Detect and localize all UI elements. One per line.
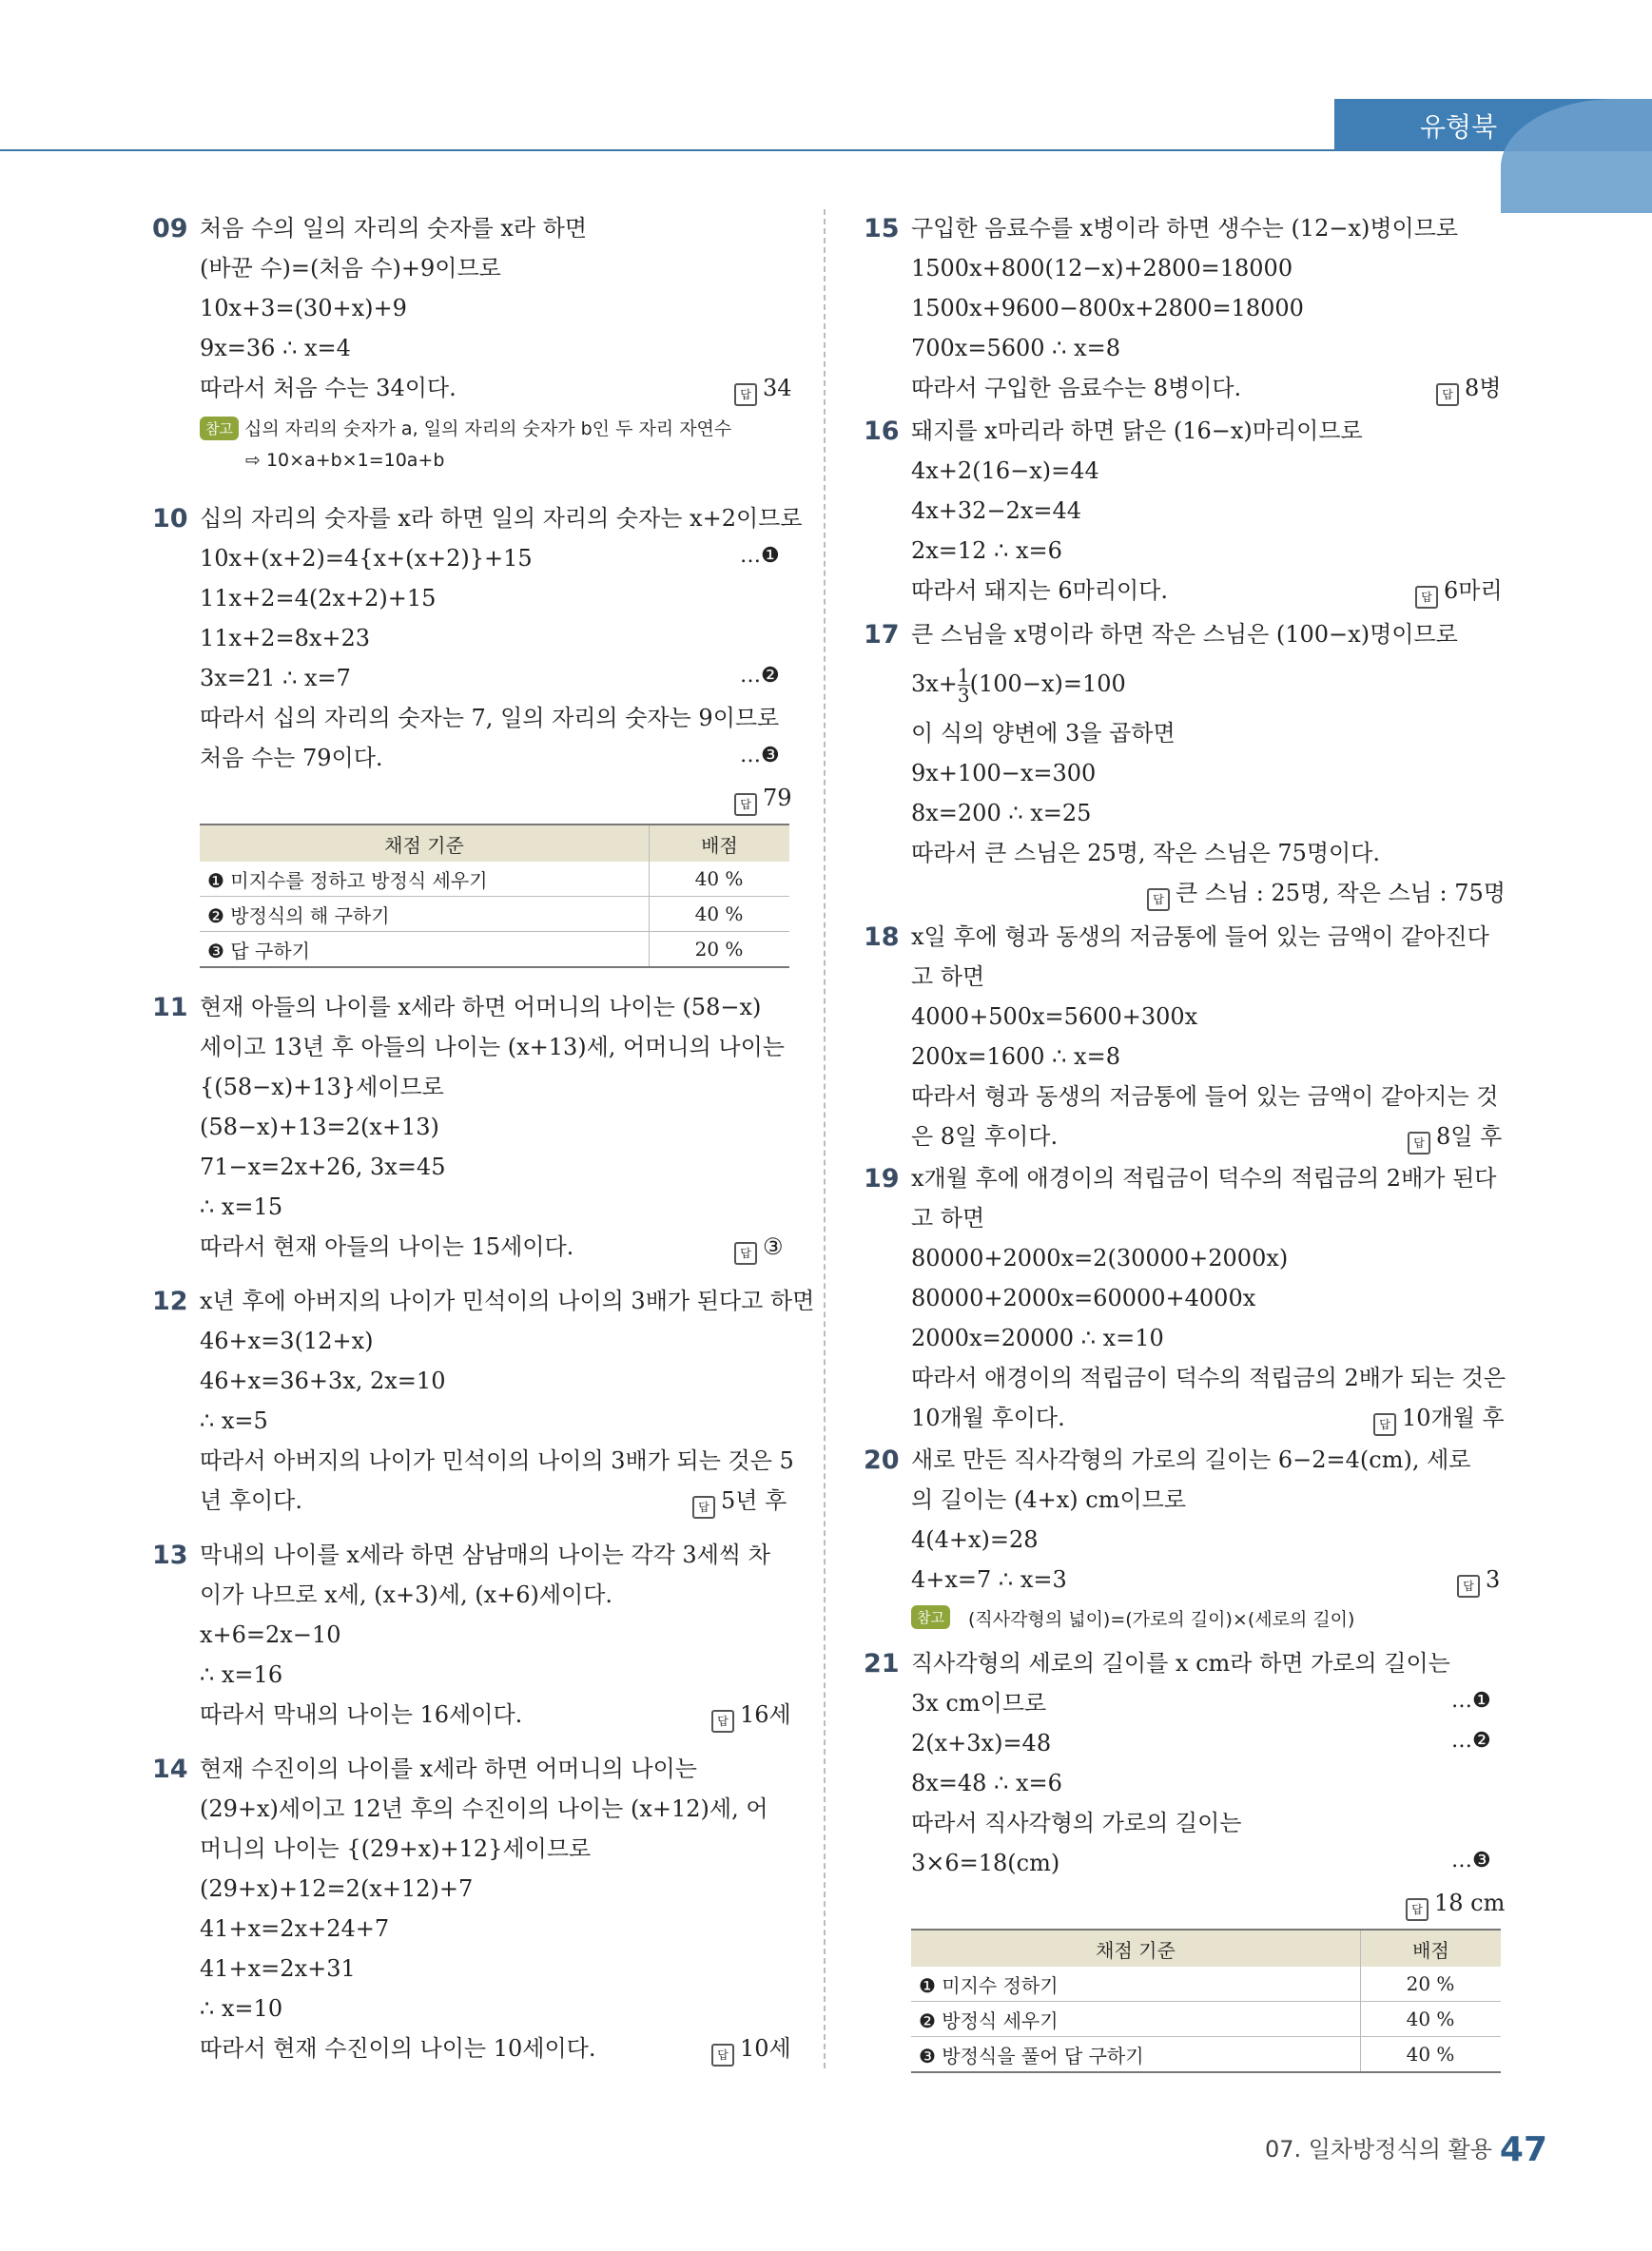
solution-line: x+6=2x−10 [200,1621,341,1648]
step-marker: …❷ [1451,1729,1491,1753]
solution-line: 따라서 아버지의 나이가 민석이의 나이의 3배가 되는 것은 5 [200,1447,794,1474]
solution-line: 이 식의 양변에 3을 곱하면 [911,720,1176,747]
problem-number: 16 [864,417,900,446]
answer: 답 5년 후 [692,1486,787,1519]
problem-number: 13 [152,1541,188,1570]
answer-icon: 답 [1408,1132,1430,1155]
answer: 답 10개월 후 [1373,1404,1505,1436]
table-row: ❷ 방정식의 해 구하기 40 % [200,897,789,932]
answer-icon: 답 [692,1496,715,1519]
solution-line: 은 8일 후이다. [911,1123,1059,1150]
answer: 답 8병 [1436,374,1501,406]
solution-line: 8x=200 ∴ x=25 [911,800,1092,826]
solution-line: 고 하면 [911,1205,985,1232]
solution-line: 따라서 애경이의 적립금이 덕수의 적립금의 2배가 되는 것은 [911,1365,1506,1391]
solution-line: 2000x=20000 ∴ x=10 [911,1325,1164,1351]
solution-line: 따라서 돼지는 6마리이다. [911,577,1168,604]
table-row: ❶ 미지수를 정하고 방정식 세우기 40 % [200,862,789,897]
solution-line: 구입한 음료수를 x병이라 하면 생수는 (12−x)병이므로 [911,215,1459,242]
table-header: 채점 기준 [200,825,650,862]
solution-line: ∴ x=10 [200,1995,283,2022]
solution-line: 고 하면 [911,963,985,990]
solution-line: 따라서 현재 아들의 나이는 15세이다. [200,1233,574,1260]
step-marker: …❶ [740,544,780,568]
solution-line: 따라서 십의 자리의 숫자는 7, 일의 자리의 숫자는 9이므로 [200,705,780,731]
solution-line: 41+x=2x+24+7 [200,1915,390,1942]
problem-number: 17 [864,620,900,650]
solution-line: {(58−x)+13}세이므로 [200,1074,444,1100]
section-tab [1334,99,1652,150]
solution-line: x일 후에 형과 동생의 저금통에 들어 있는 금액이 같아진다 [911,923,1489,950]
problem-number: 10 [152,504,188,534]
problem-number: 20 [864,1446,900,1475]
step-marker: …❸ [740,744,780,767]
table-row: ❸ 답 구하기 20 % [200,932,789,968]
solution-line: 4000+500x=5600+300x [911,1003,1198,1030]
answer: 답 16세 [711,1700,791,1733]
solution-line: 1500x+9600−800x+2800=18000 [911,295,1304,321]
answer: 답 8일 후 [1408,1122,1502,1155]
solution-line: 4x+32−2x=44 [911,497,1082,524]
table-row: ❷ 방정식 세우기 40 % [911,2002,1501,2037]
table-header: 채점 기준 [911,1930,1361,1967]
solution-line: 2x=12 ∴ x=6 [911,537,1062,564]
solution-line: 71−x=2x+26, 3x=45 [200,1154,446,1180]
answer-icon: 답 [1406,1898,1428,1921]
solution-line: 41+x=2x+31 [200,1955,356,1982]
solution-line: 2(x+3x)=48 [911,1730,1052,1756]
answer: 답 6마리 [1415,576,1503,609]
solution-line: 세이고 13년 후 아들의 나이는 (x+13)세, 어머니의 나이는 [200,1034,785,1060]
page-number: 47 [1499,2130,1548,2169]
note-badge: 참고 [200,417,239,440]
solution-line: 이가 나므로 x세, (x+3)세, (x+6)세이다. [200,1582,613,1608]
problem-number: 18 [864,922,900,952]
answer-icon: 답 [734,1242,757,1265]
solution-line: 현재 수진이의 나이를 x세라 하면 어머니의 나이는 [200,1756,697,1782]
table-row: ❸ 방정식을 풀어 답 구하기 40 % [911,2037,1501,2073]
problem-number: 15 [864,214,900,243]
solution-line: 따라서 큰 스님은 25명, 작은 스님은 75명이다. [911,840,1381,866]
step-marker: …❶ [1451,1689,1491,1713]
solution-line: x년 후에 아버지의 나이가 민석이의 나이의 3배가 된다고 하면 [200,1288,815,1314]
answer-icon: 답 [711,2044,734,2067]
solution-line: ∴ x=15 [200,1193,283,1220]
chapter-title: 07. 일차방정식의 활용 [1265,2136,1492,2163]
solution-line: 10개월 후이다. [911,1405,1065,1431]
solution-line: (29+x)+12=2(x+12)+7 [200,1875,474,1902]
solution-line: (바꾼 수)=(처음 수)+9이므로 [200,255,501,281]
solution-line: 3x=21 ∴ x=7 [200,665,351,691]
section-tab-label: 유형북 [1420,111,1498,143]
solution-line: 따라서 현재 수진이의 나이는 10세이다. [200,2035,596,2062]
reference-note: 참고 (직사각형의 넓이)=(가로의 길이)×(세로의 길이) [911,1605,1354,1631]
solution-line: 큰 스님을 x명이라 하면 작은 스님은 (100−x)명이므로 [911,621,1458,648]
tab-decoration [1501,99,1652,213]
solution-line: 처음 수는 79이다. [200,745,383,771]
note-badge: 참고 [911,1605,950,1629]
solution-line: 현재 아들의 나이를 x세라 하면 어머니의 나이는 (58−x) [200,994,762,1020]
solution-line: 따라서 구입한 음료수는 8병이다. [911,375,1242,401]
reference-note-formula: ⇨ 10×a+b×1=10a+b [245,450,445,471]
answer-icon: 답 [1457,1575,1480,1598]
solution-line: 10x+(x+2)=4{x+(x+2)}+15 [200,545,533,572]
answer: 답 10세 [711,2034,791,2067]
answer-icon: 답 [1415,586,1438,609]
solution-line: 막내의 나이를 x세라 하면 삼남매의 나이는 각각 3세씩 차 [200,1542,770,1568]
solution-line: 머니의 나이는 {(29+x)+12}세이므로 [200,1835,592,1862]
answer-icon: 답 [734,383,757,406]
solution-line: 80000+2000x=2(30000+2000x) [911,1245,1289,1271]
solution-line: 3×6=18(cm) [911,1850,1060,1876]
problem-number: 14 [152,1755,188,1784]
solution-line: 3x cm이므로 [911,1690,1047,1717]
solution-line: 의 길이는 (4+x) cm이므로 [911,1486,1187,1513]
table-row: ❶ 미지수 정하기 20 % [911,1967,1501,2002]
solution-line: 따라서 막내의 나이는 16세이다. [200,1701,523,1728]
solution-line: ∴ x=16 [200,1661,283,1688]
solution-line: 4+x=7 ∴ x=3 [911,1566,1067,1593]
answer: 답 34 [734,374,792,406]
solution-line: 80000+2000x=60000+4000x [911,1285,1256,1311]
solution-line: 직사각형의 세로의 길이를 x cm라 하면 가로의 길이는 [911,1650,1450,1677]
page-footer [1265,2130,1547,2169]
answer: 답 18 cm [1406,1889,1505,1921]
answer-icon: 답 [1373,1413,1396,1436]
answer: 답 79 [734,784,792,816]
problem-number: 11 [152,993,188,1022]
answer-icon: 답 [734,793,757,816]
solution-line: 3x+ $\frac{1}{3}$ (100−x)=100 [911,664,1126,707]
solution-line: 200x=1600 ∴ x=8 [911,1043,1120,1070]
solution-line: 10x+3=(30+x)+9 [200,295,407,321]
answer-icon: 답 [1147,888,1170,911]
solution-line: 8x=48 ∴ x=6 [911,1770,1062,1796]
grading-table [200,824,789,968]
solution-line: 4x+2(16−x)=44 [911,457,1099,484]
answer-icon: 답 [711,1710,734,1733]
problem-number: 09 [152,214,188,243]
table-header: 배점 [1361,1930,1502,1967]
solution-line: 46+x=36+3x, 2x=10 [200,1368,446,1394]
answer: 답 ③ [734,1232,784,1265]
solution-line: (29+x)세이고 12년 후의 수진이의 나이는 (x+12)세, 어 [200,1795,768,1822]
reference-note: 참고 십의 자리의 숫자가 a, 일의 자리의 숫자가 b인 두 자리 자연수 [200,415,731,440]
solution-line: 년 후이다. [200,1487,302,1514]
solution-line: 9x+100−x=300 [911,760,1097,786]
problem-number: 12 [152,1287,188,1316]
solution-line: 11x+2=4(2x+2)+15 [200,585,437,611]
solution-line: 처음 수의 일의 자리의 숫자를 x라 하면 [200,215,588,242]
answer-icon: 답 [1436,383,1459,406]
column-divider [824,209,826,2068]
solution-line: 1500x+800(12−x)+2800=18000 [911,255,1293,281]
grading-table [911,1929,1501,2073]
solution-line: 따라서 형과 동생의 저금통에 들어 있는 금액이 같아지는 것 [911,1083,1499,1110]
problem-number: 21 [864,1649,900,1679]
step-marker: …❷ [740,664,780,688]
solution-line: 11x+2=8x+23 [200,625,371,651]
solution-line: x개월 후에 애경이의 적립금이 덕수의 적립금의 2배가 된다 [911,1165,1497,1192]
solution-line: ∴ x=5 [200,1407,268,1434]
solution-line: 46+x=3(12+x) [200,1328,374,1354]
solution-line: 따라서 처음 수는 34이다. [200,375,457,401]
solution-line: 700x=5600 ∴ x=8 [911,335,1120,361]
solution-line: 4(4+x)=28 [911,1526,1039,1553]
step-marker: …❸ [1451,1849,1491,1873]
table-header: 배점 [650,825,790,862]
solution-line: 돼지를 x마리라 하면 닭은 (16−x)마리이므로 [911,417,1363,444]
solution-line: 십의 자리의 숫자를 x라 하면 일의 자리의 숫자는 x+2이므로 [200,505,803,532]
answer: 답 큰 스님 : 25명, 작은 스님 : 75명 [1147,879,1506,911]
problem-number: 19 [864,1164,900,1193]
fraction: $\frac{1}{3}$ [957,664,970,707]
solution-line: 따라서 직사각형의 가로의 길이는 [911,1810,1242,1836]
solution-line: 9x=36 ∴ x=4 [200,335,351,361]
answer: 답 3 [1457,1565,1500,1598]
solution-line: (58−x)+13=2(x+13) [200,1114,439,1140]
solution-line: 새로 만든 직사각형의 가로의 길이는 6−2=4(cm), 세로 [911,1446,1471,1473]
